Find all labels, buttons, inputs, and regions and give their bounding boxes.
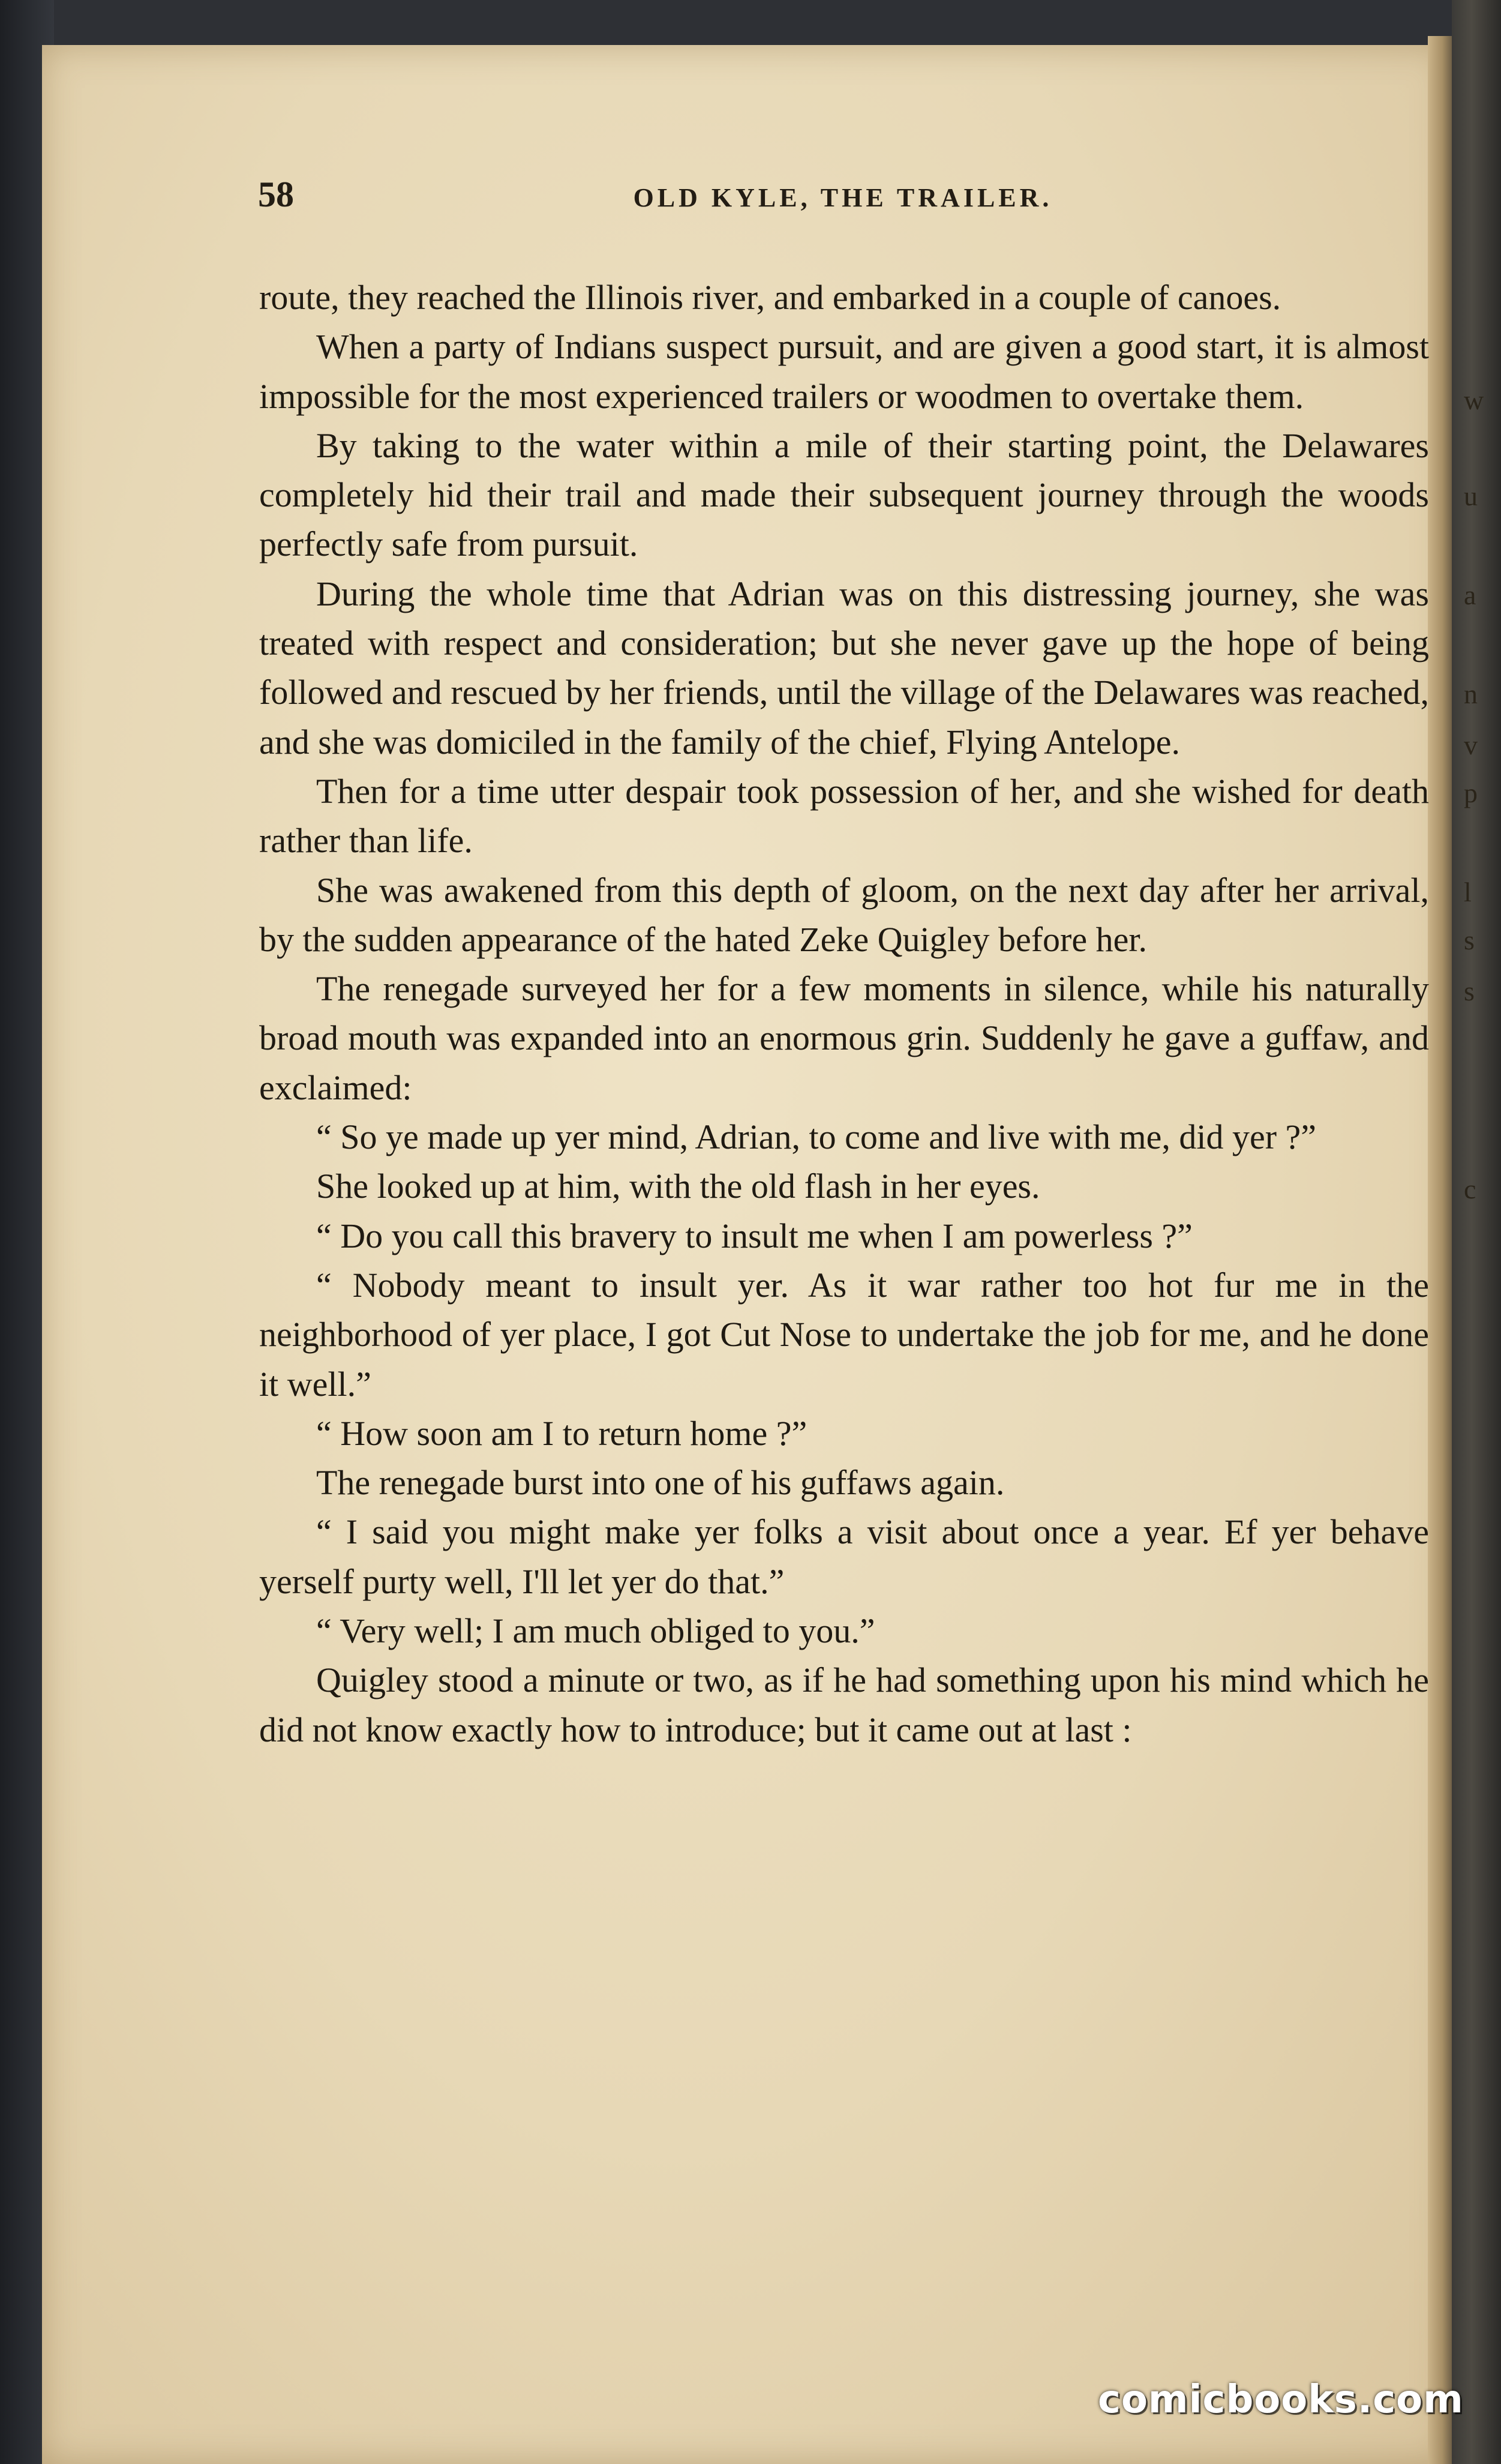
paragraph: “ Very well; I am much obliged to you.” [316, 1611, 875, 1651]
facing-page-fragment: u [1464, 481, 1478, 511]
paragraph: “ So ye made up yer mind, Adrian, to come and live with me, did yer ?” [316, 1117, 1317, 1157]
paragraph: When a party of Indians suspect pursuit, and are given a good start, it is almost impossible for the most experienced trailers or woodmen to overtake them. [259, 327, 1429, 416]
paragraph: By taking to the water within a mile of their starting point, the Delawares completely hid their trail and made their subsequent journey through the woods perfectly safe from pursuit. [259, 425, 1429, 564]
page-edge [1428, 36, 1452, 2464]
paragraph: “ Nobody meant to insult yer. As it war rather too hot fur me in the neighborhood of yer place, I got Cut Nose to undertake the job for me, and he done it well.” [259, 1265, 1429, 1404]
paragraph: The renegade surveyed her for a few moments in silence, while his naturally broad mouth was expanded into an enormous grin. Suddenly he gave a guffaw, and exclaimed: [259, 969, 1429, 1107]
paragraph: She looked up at him, with the old flash in her eyes. [316, 1167, 1040, 1206]
paragraph: During the whole time that Adrian was on this distressing journey, she was treated with respect and consideration; but she never gave up the hope of being followed and rescued by her friends, until the village of the Delawares was reached, and she was domiciled in the family of the chief, Flying Antelope. [259, 574, 1429, 762]
facing-page-fragment: a [1464, 580, 1476, 610]
paragraph: Then for a time utter despair took possession of her, and she wished for death rather than life. [259, 771, 1429, 861]
page-header [258, 174, 1428, 228]
paragraph: “ I said you might make yer folks a visit about once a year. Ef yer behave yerself purty well, I'll let yer do that.” [259, 1512, 1429, 1601]
paragraph: Quigley stood a minute or two, as if he had something upon his mind which he did not know exactly how to introduce; but it came out at last : [259, 1660, 1429, 1749]
facing-page-fragment: s [1464, 925, 1475, 955]
facing-page-fragment: l [1464, 877, 1472, 907]
facing-page-fragment: v [1464, 730, 1478, 760]
body-text [259, 273, 1429, 1755]
running-title: OLD KYLE, THE TRAILER. [633, 183, 1053, 212]
book-spine [1452, 0, 1501, 2464]
facing-page-fragment: c [1464, 1174, 1476, 1204]
paragraph: The renegade burst into one of his guffaws again. [316, 1463, 1005, 1503]
watermark: comicbooks.com [1098, 2378, 1464, 2422]
facing-page-fragment: w [1464, 385, 1484, 415]
facing-page-fragment: s [1464, 976, 1475, 1006]
paragraph: “ Do you call this bravery to insult me when I am powerless ?” [316, 1216, 1193, 1255]
page-number: 58 [258, 175, 294, 214]
paragraph: “ How soon am I to return home ?” [316, 1413, 807, 1453]
paragraph: route, they reached the Illinois river, and embarked in a couple of canoes. [259, 278, 1281, 317]
facing-page-fragment: p [1464, 778, 1478, 808]
facing-page-fragment: n [1464, 679, 1478, 709]
paragraph: She was awakened from this depth of gloom, on the next day after her arrival, by the sudden appearance of the hated Zeke Quigley before her. [259, 870, 1429, 959]
